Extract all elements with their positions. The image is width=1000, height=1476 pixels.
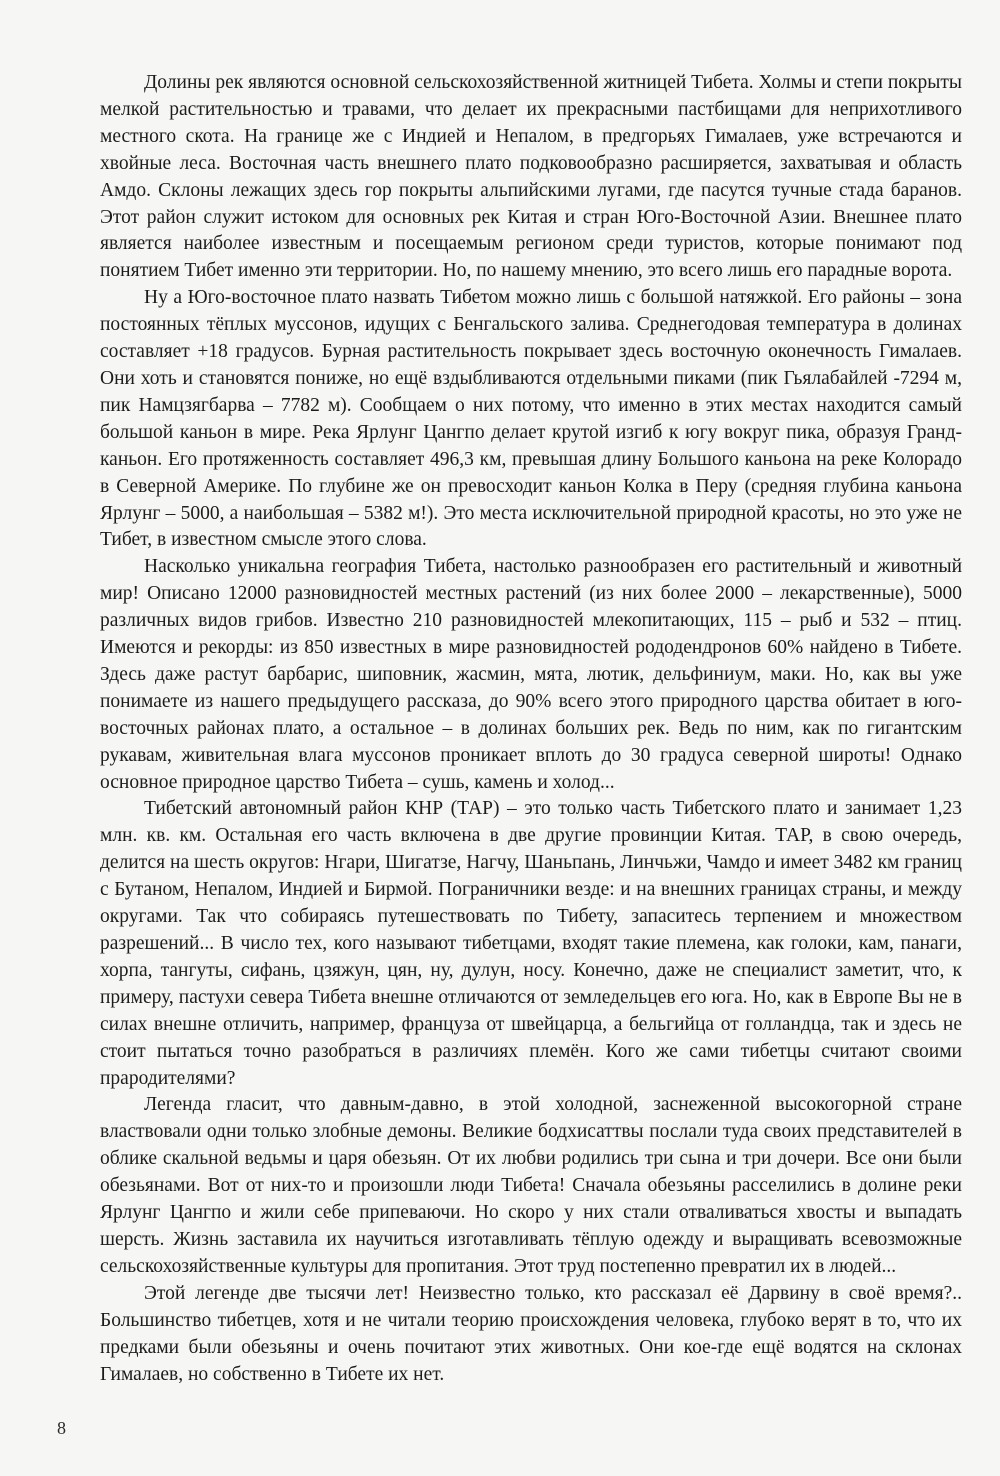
paragraph-valleys: Долины рек являются основной сельскохозяйственной житницей Тибета. Холмы и степи покрыты мелкой растительностью и травами, что делает их прекрасными пастбищами для неприхотливого местного скота. На границе же с Индией и Непалом, в предгорьях Гималаев, уже встречаются и хвойные леса. Восточная часть внешнего плато подковообразно расширяется, захватывая и область Амдо. Склоны лежащих здесь гор покрыты альпийскими лугами, где пасутся тучные стада баранов. Этот район служит истоком для основных рек Китая и стран Юго-Восточной Азии. Внешнее плато является наиболее известным и посещаемым регионом среди туристов, которые понимают под понятием Тибет именно эти территории. Но, по нашему мнению, это всего лишь его парадные ворота. bbox=[100, 72, 962, 282]
paragraph-tar: Тибетский автономный район КНР (ТАР) – это только часть Тибетского плато и занимает 1,23 млн. кв. км. Остальная его часть включена в две другие провинции Китая. ТАР, в свою очередь, делится на шесть округов: Нгари, Шигатзе, Нагчу, Шаньпань, Линчьжи, Чамдо и имеет 3482 км границ с Бутаном, Непалом, Индией и Бирмой. Пограничники везде: и на внешних границах страны, и между округами. Так что собираясь путешествовать по Тибету, запаситесь терпением и множеством разрешений... В число тех, кого называют тибетцами, входят такие племена, как голоки, кам, панаги, хорпа, тангуты, сифань, цзяжун, цян, ну, дулун, носу. Конечно, даже не специалист заметит, что, к примеру, пастухи севера Тибета внешне отличаются от земледельцев его юга. Но, как в Европе Вы не в силах внешне отличить, например, француза от швейцарца, а бельгийца от голландца, так и здесь не стоит пытаться точно разобраться в различиях племён. Кого же сами тибетцы считают своими прародителями? bbox=[100, 798, 962, 1089]
page-number: 8 bbox=[57, 1418, 66, 1438]
paragraph-legend: Легенда гласит, что давным-давно, в этой холодной, заснеженной высокогорной стране властвовали одни только злобные демоны. Великие бодхисаттвы послали туда своих представителей в облике скальной ведьмы и царя обезьян. От их любви родились три сына и три дочери. Все они были обезьянами. Вот от них-то и произошли люди Тибета! Сначала обезьяны расселились в долине реки Ярлунг Цангпо и жили себе припеваючи. Но скоро у них стали отваливаться хвосты и выпадать шерсть. Жизнь заставила их научиться изготавливать тёплую одежду и выращивать всевозможные сельскохозяйственные культуры для пропитания. Этот труд постепенно превратил их в людей... bbox=[100, 1094, 962, 1277]
page-body bbox=[100, 70, 962, 1388]
paragraph-southeast-plateau: Ну а Юго-восточное плато назвать Тибетом можно лишь с большой натяжкой. Его районы – зона постоянных тёплых муссонов, идущих с Бенгальского залива. Среднегодовая температура в долинах составляет +18 градусов. Бурная растительность покрывает здесь восточную оконечность Гималаев. Они хоть и становятся пониже, но ещё вздыбливаются отдельными пиками (пик Гьялабайлей -7294 м, пик Намцзягбарва – 7782 м). Сообщаем о них потому, что именно в этих местах находится самый большой каньон в мире. Река Ярлунг Цангпо делает крутой изгиб к югу вокруг пика, образуя Гранд-каньон. Его протяженность составляет 496,3 км, превышая длину Большого каньона на реке Колорадо в Северной Америке. По глубине же он превосходит каньон Колка в Перу (средняя глубина каньона Ярлунг – 5000, а наибольшая – 5382 м!). Это места исключительной природной красоты, но это уже не Тибет, в известном смысле этого слова. bbox=[100, 287, 962, 551]
paragraph-darwin: Этой легенде две тысячи лет! Неизвестно только, кто рассказал её Дарвину в своё время?.. Большинство тибетцев, хотя и не читали теорию происхождения человека, глубоко верят в то, что их предками были обезьяны и очень почитают этих животных. Они кое-где ещё водятся на склонах Гималаев, но собственно в Тибете их нет. bbox=[100, 1282, 962, 1385]
paragraph-flora-fauna: Насколько уникальна география Тибета, настолько разнообразен его растительный и животный мир! Описано 12000 разновидностей местных растений (из них более 2000 – лекарственные), 5000 различных видов грибов. Известно 210 разновидностей млекопитающих, 115 – рыб и 532 – птиц. Имеются и рекорды: из 850 известных в мире разновидностей рододендронов 60% найдено в Тибете. Здесь даже растут барбарис, шиповник, жасмин, мята, лютик, дельфиниум, маки. Но, как вы уже понимаете из нашего предыдущего рассказа, до 90% всего этого природного царства обитает в юго-восточных районах плато, а остальное – в долинах больших рек. Ведь по ним, как по гигантским рукавам, живительная влага муссонов проникает вплоть до 30 градуса северной широты! Однако основное природное царство Тибета – сушь, камень и холод... bbox=[100, 556, 962, 793]
